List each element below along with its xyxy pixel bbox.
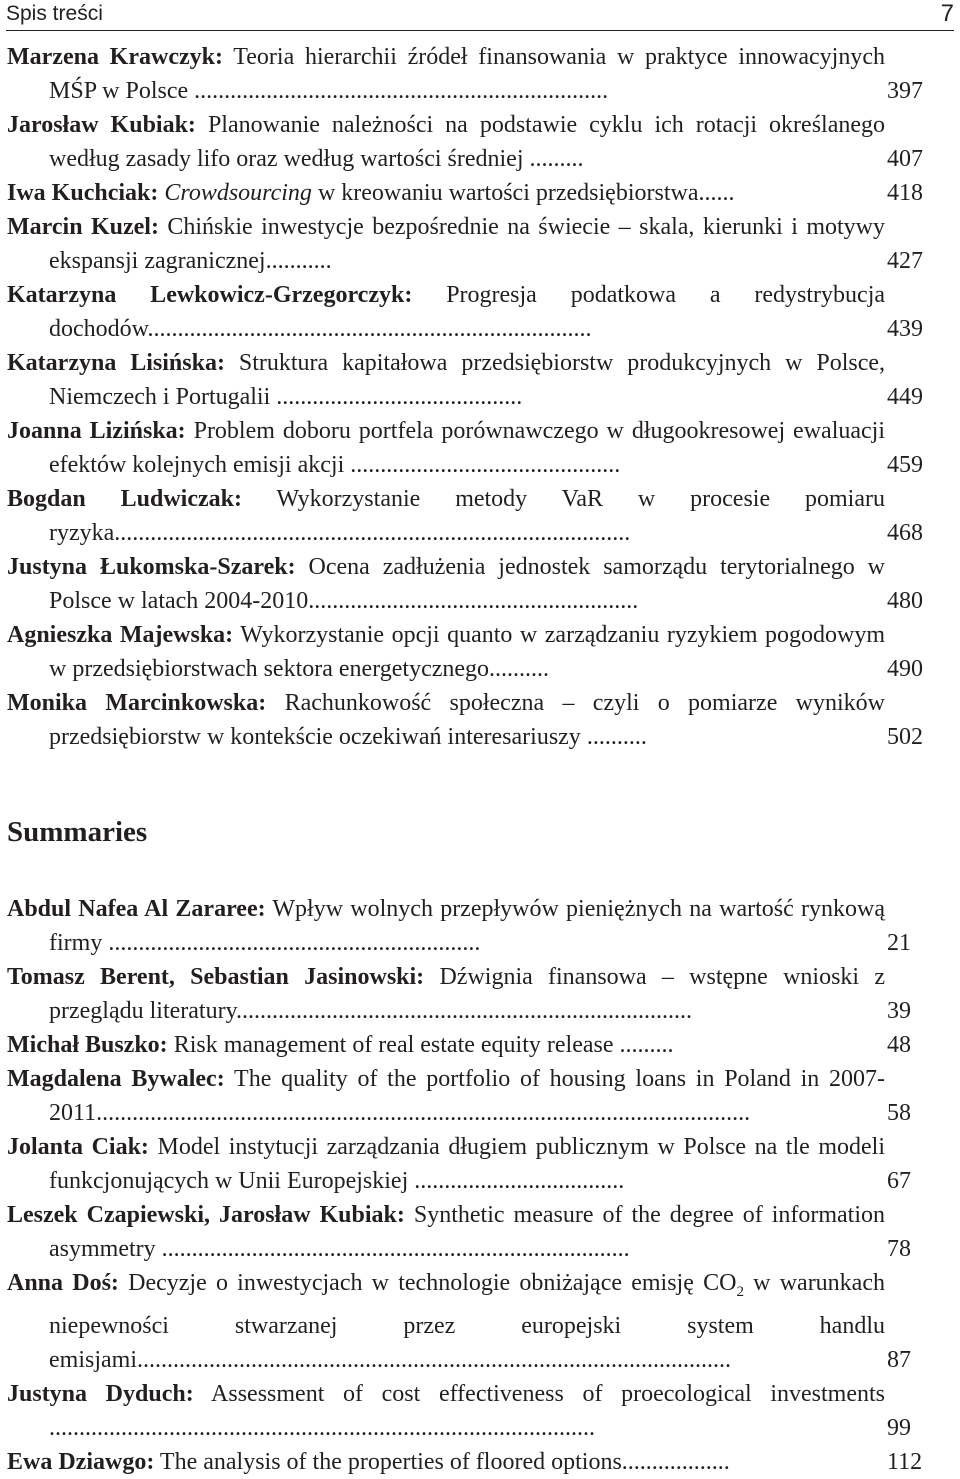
dot-leader: .......... (489, 656, 550, 682)
toc-entry[interactable] (7, 686, 957, 754)
toc-list (7, 40, 957, 754)
dot-leader: ...... (698, 180, 735, 206)
toc-author: Iwa Kuchciak: (7, 180, 159, 206)
toc-entry[interactable] (7, 618, 957, 686)
dot-leader: ..................................................................... (188, 78, 609, 104)
toc-author: Magdalena Bywalec: (7, 1066, 225, 1092)
toc-author: Leszek Czapiewski, Jarosław Kubiak: (7, 1202, 405, 1228)
toc-page-number: 112 (887, 1449, 923, 1475)
toc-entry[interactable] (7, 108, 957, 176)
toc-title: Struktura kapitałowa przedsiębiorstw produkcyjnych w Polsce, Niemczech i Portugalii (49, 350, 886, 410)
toc-entry[interactable] (7, 1130, 957, 1198)
toc-page-number: 48 (887, 1032, 911, 1058)
toc-page-number: 397 (887, 78, 923, 104)
toc-title: Problem doboru portfela porównawczego w długookresowej ewaluacji efektów kolejnych emisji akcji (49, 418, 885, 478)
toc-title: Wykorzystanie metody VaR w procesie pomiaru ryzyka (49, 486, 885, 546)
toc-author: Justyna Łukomska-Szarek: (7, 554, 296, 580)
toc-entry[interactable] (7, 278, 957, 346)
toc-entry[interactable] (7, 892, 957, 960)
dot-leader: .......... (580, 724, 647, 750)
toc-title: Wpływ wolnych przepływów pieniężnych na wartość rynkową firmy (49, 896, 885, 956)
toc-title: Risk management of real estate equity release (173, 1032, 614, 1058)
toc-author: Michał Buszko: (7, 1032, 168, 1058)
toc-entry[interactable] (7, 346, 957, 414)
dot-leader: ...................................................................................... (114, 520, 631, 546)
dot-leader: ........................................................................................... (49, 1415, 595, 1441)
toc-page-number: 418 (887, 180, 923, 206)
toc-entry[interactable] (7, 414, 957, 482)
toc-entry[interactable] (7, 1266, 957, 1377)
dot-leader: .................. (621, 1449, 730, 1475)
dot-leader: ........... (265, 248, 332, 274)
toc-author: Marcin Kuzel: (7, 214, 159, 240)
toc-title-subscript: 2 (736, 1284, 744, 1300)
toc-title-continued: w warunkach niepewności stwarzanej przez europejski system handlu emisjami (49, 1270, 885, 1373)
toc-page-number: 490 (887, 656, 923, 682)
toc-title: Teoria hierarchii źródeł finansowania w praktyce innowacyjnych MŚP w Polsce (49, 44, 885, 104)
toc-title: Dźwignia finansowa – wstępne wnioski z przeglądu literatury (49, 964, 886, 1024)
summaries-list (7, 892, 957, 1479)
toc-entry[interactable] (7, 1062, 957, 1130)
toc-page-number: 58 (887, 1100, 911, 1126)
toc-entry[interactable] (7, 1198, 957, 1266)
toc-entry[interactable] (7, 550, 957, 618)
toc-page-number: 21 (887, 930, 911, 956)
toc-page-number: 502 (887, 724, 923, 750)
toc-author: Joanna Lizińska: (7, 418, 186, 444)
toc-entry[interactable] (7, 482, 957, 550)
toc-title: Decyzje o inwestycjach w technologie obniżające emisję CO (128, 1270, 737, 1296)
toc-page-number: 480 (887, 588, 923, 614)
toc-author: Tomasz Berent, Sebastian Jasinowski: (7, 964, 425, 990)
toc-author: Marzena Krawczyk: (7, 44, 223, 70)
toc-title: The quality of the portfolio of housing loans in Poland in 2007-2011 (49, 1066, 885, 1126)
summaries-heading: Summaries (7, 816, 148, 848)
toc-page-number: 87 (887, 1347, 911, 1373)
toc-author: Abdul Nafea Al Zararee: (7, 896, 266, 922)
dot-leader: ............................................. (344, 452, 621, 478)
toc-entry[interactable] (7, 1028, 957, 1062)
toc-title: Assessment of cost effectiveness of proecological investments (211, 1381, 885, 1407)
toc-author: Ewa Dziawgo: (7, 1449, 155, 1475)
toc-page-number: 459 (887, 452, 923, 478)
toc-page-number: 99 (887, 1415, 911, 1441)
toc-entry[interactable] (7, 176, 957, 210)
toc-page-number: 468 (887, 520, 923, 546)
toc-title: Planowanie należności na podstawie cyklu ich rotacji określanego według zasady lifo oraz według wartości średniej (49, 112, 886, 172)
running-head (6, 0, 954, 31)
dot-leader: ............................................................................ (236, 998, 693, 1024)
dot-leader: .............................................................. (102, 930, 481, 956)
toc-page-number: 439 (887, 316, 923, 342)
dot-leader: ......................................... (270, 384, 523, 410)
toc-author: Anna Doś: (7, 1270, 119, 1296)
running-head-page-number: 7 (940, 0, 954, 27)
toc-entry[interactable] (7, 210, 957, 278)
toc-page-number: 407 (887, 146, 923, 172)
toc-author: Monika Marcinkowska: (7, 690, 267, 716)
toc-page-number: 39 (887, 998, 911, 1024)
dot-leader: .............................................................................. (155, 1236, 630, 1262)
toc-page-number: 427 (887, 248, 923, 274)
toc-title: Model instytucji zarządzania długiem publicznym w Polsce na tle modeli funkcjonujących w Unii Europejskiej (49, 1134, 885, 1194)
dot-leader: ................................... (408, 1168, 625, 1194)
toc-title: Ocena zadłużenia jednostek samorządu terytorialnego w Polsce w latach 2004-2010 (49, 554, 885, 614)
toc-author: Bogdan Ludwiczak: (7, 486, 242, 512)
toc-title: The analysis of the properties of floored options (159, 1449, 622, 1475)
toc-author: Jarosław Kubiak: (7, 112, 196, 138)
toc-author: Katarzyna Lisińska: (7, 350, 225, 376)
dot-leader: ................................................................................................... (136, 1347, 731, 1373)
toc-title: Rachunkowość społeczna – czyli o pomiarze wyników przedsiębiorstw w kontekście oczekiwań interesariuszy (49, 690, 885, 750)
dot-leader: .......................................................................... (147, 316, 592, 342)
dot-leader: ............................................................................................................. (96, 1100, 751, 1126)
toc-entry[interactable] (7, 1377, 957, 1445)
toc-entry[interactable] (7, 1445, 957, 1479)
toc-author: Jolanta Ciak: (7, 1134, 149, 1160)
toc-page-number: 449 (887, 384, 923, 410)
toc-entry[interactable] (7, 960, 957, 1028)
dot-leader: ....................................................... (308, 588, 639, 614)
toc-entry[interactable] (7, 40, 957, 108)
dot-leader: ......... (613, 1032, 674, 1058)
dot-leader: ......... (523, 146, 584, 172)
toc-page-number: 78 (887, 1236, 911, 1262)
toc-title: Wykorzystanie opcji quanto w zarządzaniu ryzykiem pogodowym w przedsiębiorstwach sektora energetycznego (49, 622, 885, 682)
toc-author: Agnieszka Majewska: (7, 622, 234, 648)
running-head-title: Spis treści (6, 2, 103, 25)
toc-title: Progresja podatkowa a redystrybucja dochodów (49, 282, 886, 342)
toc-title: Synthetic measure of the degree of information asymmetry (49, 1202, 886, 1262)
toc-author: Justyna Dyduch: (7, 1381, 194, 1407)
toc-title: w kreowaniu wartości przedsiębiorstwa (317, 180, 699, 206)
toc-page-number: 67 (887, 1168, 911, 1194)
toc-author: Katarzyna Lewkowicz-Grzegorczyk: (7, 282, 413, 308)
toc-title: Chińskie inwestycje bezpośrednie na świecie – skala, kierunki i motywy ekspansji zagranicznej (49, 214, 885, 274)
toc-title-italic: Crowdsourcing (164, 180, 312, 206)
